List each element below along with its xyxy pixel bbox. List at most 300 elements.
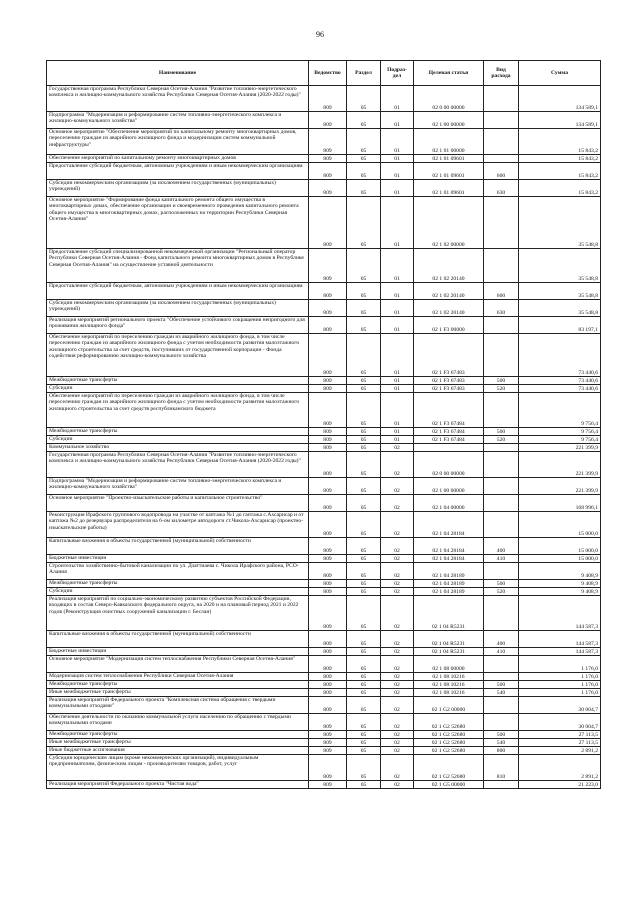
table-cell-name: Межбюджетные трансферты [47,681,309,689]
table-row [47,714,601,731]
table-cell-summa: 221 399,9 [519,444,601,452]
table-cell-vedomstvo: 809 [309,385,347,393]
table-cell-name: Субсидии [47,385,309,393]
table-cell-summa: 9 408,9 [519,588,601,596]
page-number: 96 [316,30,324,39]
table-cell-summa: 35 548,8 [519,197,601,249]
table-cell-celevaya-statya: 02 1 04 R5231 [414,596,484,631]
table-cell-razdel: 05 [347,555,381,563]
table-cell-podrazdel: 01 [381,436,414,444]
table-cell-celevaya-statya: 02 1 08 10216 [414,673,484,681]
table-cell-vedomstvo: 809 [309,538,347,555]
table-cell-razdel: 05 [347,596,381,631]
table-cell-razdel: 05 [347,428,381,436]
table-cell-razdel: 05 [347,317,381,334]
table-cell-summa: 134 589,1 [519,112,601,129]
table-cell-summa: 15 843,2 [519,129,601,155]
table-cell-vid-rashoda: 600 [484,163,519,180]
table-cell-summa: 9 756,4 [519,428,601,436]
table-cell-razdel: 05 [347,334,381,377]
table-cell-podrazdel: 01 [381,86,414,112]
table-cell-razdel: 05 [347,681,381,689]
table-cell-vid-rashoda [484,249,519,283]
table-cell-summa: 144 587,3 [519,648,601,656]
table-cell-razdel: 05 [347,580,381,588]
table-cell-celevaya-statya: 02 1 00 00000 [414,112,484,129]
table-cell-celevaya-statya: 02 1 G2 52680 [414,755,484,781]
table-cell-celevaya-statya: 02 1 F3 67484 [414,428,484,436]
table-cell-podrazdel: 02 [381,747,414,755]
table-cell-razdel: 05 [347,155,381,163]
table-cell-razdel: 05 [347,385,381,393]
table-cell-razdel: 05 [347,495,381,512]
table-cell-podrazdel: 02 [381,538,414,555]
table-cell-celevaya-statya: 02 1 02 00000 [414,197,484,249]
table-cell-podrazdel: 02 [381,714,414,731]
table-row [47,495,601,512]
table-cell-vedomstvo: 809 [309,739,347,747]
table-cell-razdel: 05 [347,781,381,789]
table-cell-summa: 2 891,2 [519,747,601,755]
table-cell-vid-rashoda [484,317,519,334]
table-cell-celevaya-statya: 02 1 G2 00000 [414,697,484,714]
table-cell-celevaya-statya: 02 1 04 00000 [414,495,484,512]
table-cell-podrazdel: 01 [381,283,414,300]
table-row [47,300,601,317]
table-cell-razdel: 05 [347,249,381,283]
table-cell-vedomstvo: 809 [309,747,347,755]
table-cell-summa: 15 000,0 [519,555,601,563]
table-cell-name: Капитальные вложения в объекты государственной (муниципальной) собственности [47,538,309,555]
table-cell-summa: 35 548,8 [519,283,601,300]
table-cell-vedomstvo: 809 [309,300,347,317]
table-cell-name: Реализация мероприятий по социально-экономическому развитию субъектов Российской Федерации, входящих в состав Северо-Кавказского федерального округа, на 2020 и на плановый период 2021 и 2022 годов (Реконструкция очистных сооружений канализации г. Беслан) [47,596,309,631]
table-cell-summa: 144 587,3 [519,631,601,648]
table-cell-celevaya-statya: 02 1 04 R5231 [414,631,484,648]
table-cell-name: Бюджетные инвестиции [47,648,309,656]
table-cell-summa: 30 004,7 [519,697,601,714]
table-cell-vid-rashoda [484,334,519,377]
table-cell-celevaya-statya: 02 1 04 28189 [414,588,484,596]
table-cell-celevaya-statya: 02 1 01 09601 [414,155,484,163]
table-cell-razdel: 05 [347,538,381,555]
table-cell-celevaya-statya: 02 1 04 R5231 [414,648,484,656]
table-cell-razdel: 05 [347,393,381,428]
table-cell-razdel: 05 [347,180,381,197]
table-cell-vid-rashoda: 500 [484,731,519,739]
table-cell-celevaya-statya: 02 1 04 28184 [414,512,484,538]
table-cell-vid-rashoda: 410 [484,555,519,563]
table-cell-vid-rashoda [484,452,519,478]
table-cell-name: Строительство хозяйственно-бытовой канализации по ул. Дзаттиаева с. Чикола Ирафского района, РСО-Алания [47,563,309,580]
table-row [47,656,601,673]
table-cell-vid-rashoda: 500 [484,377,519,385]
table-cell-vid-rashoda: 410 [484,648,519,656]
table-cell-vedomstvo: 809 [309,580,347,588]
table-cell-vid-rashoda: 400 [484,538,519,555]
table-cell-podrazdel: 02 [381,596,414,631]
table-cell-vid-rashoda [484,129,519,155]
table-row [47,112,601,129]
table-row [47,512,601,538]
table-cell-razdel: 05 [347,283,381,300]
table-cell-vid-rashoda [484,697,519,714]
table-cell-vid-rashoda [484,656,519,673]
table-cell-vid-rashoda [484,563,519,580]
table-cell-razdel: 05 [347,300,381,317]
table-row [47,478,601,495]
table-cell-vid-rashoda [484,714,519,731]
table-cell-name: Межбюджетные трансферты [47,580,309,588]
table-row [47,631,601,648]
table-cell-vedomstvo: 809 [309,428,347,436]
table-cell-summa: 9 756,4 [519,436,601,444]
table-row [47,129,601,155]
table-row [47,681,601,689]
table-cell-celevaya-statya: 02 1 G2 52680 [414,747,484,755]
table-cell-name: Предоставление субсидий бюджетным, автономным учреждениям и иным некоммерческим организациям [47,283,309,300]
table-cell-vid-rashoda: 520 [484,588,519,596]
table-cell-podrazdel: 01 [381,317,414,334]
table-cell-podrazdel: 02 [381,673,414,681]
table-cell-celevaya-statya [414,444,484,452]
table-row [47,648,601,656]
table-cell-vedomstvo: 809 [309,588,347,596]
table-cell-name: Иные межбюджетные трансферты [47,739,309,747]
table-cell-vid-rashoda: 500 [484,681,519,689]
table-row [47,334,601,377]
table-cell-vedomstvo: 809 [309,714,347,731]
table-cell-name: Субсидии некоммерческим организациям (за исключением государственных (муниципальных) учреждений) [47,300,309,317]
table-row [47,197,601,249]
table-cell-vid-rashoda [484,197,519,249]
table-cell-podrazdel: 01 [381,385,414,393]
table-cell-summa: 9 756,4 [519,393,601,428]
table-cell-summa: 221 399,9 [519,452,601,478]
header-vid-rashoda: Вид расхода [484,61,519,86]
table-cell-razdel: 05 [347,478,381,495]
table-cell-vedomstvo: 809 [309,129,347,155]
table-cell-name: Основное мероприятие "Формирование фонда капитального ремонта общего имущества в многоквартирных домах, обеспечение организации и своевременного проведения капитального ремонта общего имущества в многоквартирных домах, расположенных на территории Республики Северная Осетия-Алания" [47,197,309,249]
table-cell-celevaya-statya: 02 1 04 28189 [414,563,484,580]
table-cell-podrazdel: 02 [381,452,414,478]
table-cell-celevaya-statya: 02 1 F3 00000 [414,317,484,334]
table-cell-summa: 2 891,2 [519,755,601,781]
table-cell-vedomstvo: 809 [309,197,347,249]
table-cell-vedomstvo: 809 [309,596,347,631]
table-cell-podrazdel: 02 [381,781,414,789]
table-cell-razdel: 05 [347,588,381,596]
table-cell-razdel: 05 [347,452,381,478]
table-cell-celevaya-statya: 02 1 08 10216 [414,689,484,697]
table-cell-vid-rashoda [484,86,519,112]
table-cell-celevaya-statya: 02 1 01 09601 [414,180,484,197]
table-cell-vedomstvo: 809 [309,452,347,478]
table-cell-podrazdel: 01 [381,197,414,249]
table-cell-razdel: 05 [347,731,381,739]
table-cell-podrazdel: 02 [381,563,414,580]
table-cell-vid-rashoda: 810 [484,755,519,781]
table-row [47,180,601,197]
table-cell-celevaya-statya: 02 1 G2 52680 [414,731,484,739]
table-cell-name: Государственная программа Республики Северная Осетия-Алания "Развитие топливно-энергетического комплекса и жилищно-коммунального хозяйства Республики Северная Осетия-Алания (2020-2022 годы)" [47,452,309,478]
table-cell-name: Иные бюджетные ассигнования [47,747,309,755]
table-cell-podrazdel: 01 [381,112,414,129]
table-cell-razdel: 05 [347,377,381,385]
table-cell-podrazdel: 02 [381,631,414,648]
table-cell-celevaya-statya: 02 0 00 00000 [414,86,484,112]
table-row [47,588,601,596]
table-cell-celevaya-statya: 02 1 G2 52680 [414,714,484,731]
table-cell-vedomstvo: 809 [309,249,347,283]
table-cell-vedomstvo: 809 [309,512,347,538]
table-cell-razdel: 05 [347,697,381,714]
table-cell-vedomstvo: 809 [309,377,347,385]
table-cell-vid-rashoda: 500 [484,428,519,436]
header-vedomstvo: Ведомство [309,61,347,86]
header-podrazdel: Подраз-дел [381,61,414,86]
table-cell-vedomstvo: 809 [309,648,347,656]
header-name: Наименование [47,61,309,86]
table-cell-razdel: 05 [347,747,381,755]
table-cell-razdel: 05 [347,631,381,648]
table-cell-vid-rashoda: 500 [484,580,519,588]
table-cell-podrazdel: 02 [381,588,414,596]
table-cell-razdel: 05 [347,673,381,681]
table-cell-vedomstvo: 809 [309,563,347,580]
table-row [47,249,601,283]
table-cell-razdel: 05 [347,563,381,580]
table-cell-summa: 15 000,0 [519,512,601,538]
table-cell-razdel: 05 [347,656,381,673]
table-cell-name: Субсидии [47,588,309,596]
table-cell-celevaya-statya: 02 1 02 20140 [414,249,484,283]
table-row [47,393,601,428]
table-cell-vid-rashoda [484,112,519,129]
table-cell-podrazdel: 02 [381,555,414,563]
table-cell-vedomstvo: 809 [309,681,347,689]
table-cell-summa: 1 176,0 [519,656,601,673]
table-cell-vedomstvo: 809 [309,495,347,512]
table-cell-vid-rashoda [484,512,519,538]
table-cell-podrazdel: 02 [381,512,414,538]
table-cell-podrazdel: 01 [381,249,414,283]
table-cell-celevaya-statya: 02 1 01 00000 [414,129,484,155]
table-row [47,747,601,755]
table-cell-podrazdel: 02 [381,495,414,512]
table-row [47,436,601,444]
table-cell-vedomstvo: 809 [309,781,347,789]
table-cell-name: Коммунальное хозяйство [47,444,309,452]
table-cell-summa: 1 176,0 [519,673,601,681]
table-cell-celevaya-statya: 02 1 08 00000 [414,656,484,673]
table-cell-podrazdel: 01 [381,300,414,317]
table-row [47,731,601,739]
table-cell-name: Иные межбюджетные трансферты [47,689,309,697]
table-cell-summa: 35 548,8 [519,249,601,283]
table-cell-vid-rashoda [484,393,519,428]
table-cell-name: Основное мероприятие "Обеспечение мероприятий по капитальному ремонту многоквартирных домов, переселению граждан из аварийного жилищного фонда и модернизации систем коммунальной инфраструктуры" [47,129,309,155]
table-cell-vid-rashoda: 630 [484,300,519,317]
table-cell-summa: 1 176,0 [519,681,601,689]
table-cell-summa: 9 408,9 [519,580,601,588]
table-cell-vedomstvo: 809 [309,478,347,495]
table-cell-podrazdel: 02 [381,755,414,781]
table-cell-razdel: 05 [347,112,381,129]
table-cell-summa: 73 440,6 [519,377,601,385]
table-row [47,673,601,681]
table-cell-summa: 168 996,1 [519,495,601,512]
table-row [47,283,601,300]
table-cell-summa: 27 113,5 [519,739,601,747]
table-cell-summa: 73 440,6 [519,385,601,393]
table-cell-podrazdel: 01 [381,334,414,377]
table-cell-celevaya-statya: 02 1 F3 67483 [414,334,484,377]
table-cell-name: Межбюджетные трансферты [47,428,309,436]
table-cell-name: Основное мероприятие "Проектно-изыскательские работы и капитальное строительство" [47,495,309,512]
table-cell-razdel: 05 [347,129,381,155]
table-cell-name: Обеспечение мероприятий по переселению граждан из аварийного жилищного фонда, в том числе переселению граждан из аварийного жилищного фонда с учетом необходимости развития малоэтажного жилищного строительства за счет средств, поступивших от государственной корпорации - Фонда содействия реформированию жилищно-коммунального хозяйства [47,334,309,377]
table-cell-vedomstvo: 809 [309,656,347,673]
table-cell-celevaya-statya: 02 1 00 00000 [414,478,484,495]
table-cell-razdel: 05 [347,163,381,180]
table-row [47,163,601,180]
table-cell-vid-rashoda [484,495,519,512]
table-cell-summa: 144 587,3 [519,596,601,631]
table-cell-razdel: 05 [347,648,381,656]
table-cell-vedomstvo: 809 [309,731,347,739]
table-cell-razdel: 05 [347,512,381,538]
table-row [47,317,601,334]
budget-table [46,60,601,789]
table-cell-podrazdel: 02 [381,656,414,673]
table-cell-podrazdel: 02 [381,681,414,689]
table-cell-name: Подпрограмма "Модернизация и реформирование систем топливно-энергетического комплекса и жилищно-коммунального хозяйства" [47,112,309,129]
table-cell-celevaya-statya: 02 1 02 20140 [414,300,484,317]
table-cell-celevaya-statya: 02 1 02 20140 [414,283,484,300]
table-cell-name: Реализация мероприятий регионального проекта "Обеспечение устойчивого сокращения непригодного для проживания жилищного фонда" [47,317,309,334]
table-cell-podrazdel: 01 [381,155,414,163]
table-cell-name: Обеспечение деятельности по оказанию коммунальной услуги населению по обращению с твердыми коммунальными отходами [47,714,309,731]
table-cell-celevaya-statya: 02 1 04 28184 [414,538,484,555]
table-cell-name: Реконструкция Ирафского группового водопровода на участке от каптажа №1 до гаптажа с.Ахсарисар и от каптажа №2 до резервуара распределителя на 6-ом километре автодороги ст.Чикола-Ахсарисар (проектно-изыскательские работы) [47,512,309,538]
table-cell-celevaya-statya: 02 0 00 00000 [414,452,484,478]
table-row [47,781,601,789]
table-cell-vedomstvo: 809 [309,444,347,452]
table-cell-summa: 221 399,9 [519,478,601,495]
table-row [47,739,601,747]
table-row [47,697,601,714]
table-cell-vedomstvo: 809 [309,689,347,697]
table-cell-name: Капитальные вложения в объекты государственной (муниципальной) собственности [47,631,309,648]
table-cell-summa: 30 004,7 [519,714,601,731]
header-summa: Сумма [519,61,601,86]
table-cell-name: Субсидии [47,436,309,444]
table-cell-podrazdel: 01 [381,163,414,180]
header-celevaya-statya: Целевая статья [414,61,484,86]
table-row [47,428,601,436]
table-cell-vedomstvo: 809 [309,86,347,112]
table-cell-vedomstvo: 809 [309,155,347,163]
table-cell-vedomstvo: 809 [309,755,347,781]
table-cell-vedomstvo: 809 [309,555,347,563]
table-cell-name: Межбюджетные трансферты [47,731,309,739]
table-cell-vedomstvo: 809 [309,163,347,180]
table-cell-vedomstvo: 809 [309,112,347,129]
table-cell-summa: 21 223,0 [519,781,601,789]
table-cell-celevaya-statya: 02 1 04 28184 [414,555,484,563]
table-cell-summa: 15 843,2 [519,155,601,163]
table-cell-name: Предоставление субсидий бюджетным, автономным учреждениям и иным некоммерческим организациям [47,163,309,180]
table-cell-vid-rashoda: 400 [484,631,519,648]
table-cell-summa: 15 843,2 [519,163,601,180]
table-cell-summa: 83 197,1 [519,317,601,334]
table-cell-razdel: 05 [347,689,381,697]
table-cell-vid-rashoda: 520 [484,436,519,444]
table-cell-celevaya-statya: 02 1 01 09601 [414,163,484,180]
table-cell-razdel: 05 [347,86,381,112]
table-cell-name: Государственная программа Республики Северная Осетия-Алания "Развитие топливно-энергетического комплекса и жилищно-коммунального хозяйства Республики Северная Осетия-Алания (2020-2022 годы)" [47,86,309,112]
table-row [47,444,601,452]
table-cell-razdel: 05 [347,444,381,452]
table-cell-vid-rashoda [484,155,519,163]
table-cell-razdel: 05 [347,714,381,731]
table-cell-summa: 27 113,5 [519,731,601,739]
table-cell-summa: 15 000,0 [519,538,601,555]
table-cell-vid-rashoda [484,673,519,681]
table-cell-podrazdel: 02 [381,689,414,697]
table-cell-vedomstvo: 809 [309,697,347,714]
table-cell-celevaya-statya: 02 1 G5 00000 [414,781,484,789]
table-cell-celevaya-statya: 02 1 08 10216 [414,681,484,689]
table-cell-vid-rashoda: 630 [484,180,519,197]
table-cell-razdel: 05 [347,436,381,444]
table-cell-summa: 15 843,2 [519,180,601,197]
table-cell-vedomstvo: 809 [309,393,347,428]
table-cell-podrazdel: 02 [381,648,414,656]
table-cell-podrazdel: 01 [381,377,414,385]
table-row [47,452,601,478]
table-body [47,86,601,789]
table-cell-vedomstvo: 809 [309,436,347,444]
table-row [47,385,601,393]
table-cell-celevaya-statya: 02 1 F3 67484 [414,393,484,428]
table-row [47,377,601,385]
table-row [47,563,601,580]
table-cell-summa: 9 408,9 [519,563,601,580]
table-cell-vedomstvo: 809 [309,180,347,197]
table-cell-razdel: 05 [347,739,381,747]
table-cell-podrazdel: 01 [381,428,414,436]
table-cell-podrazdel: 02 [381,478,414,495]
table-cell-summa: 73 440,6 [519,334,601,377]
table-cell-vid-rashoda: 540 [484,689,519,697]
table-row [47,538,601,555]
table-cell-razdel: 05 [347,197,381,249]
table-cell-celevaya-statya: 02 1 G2 52680 [414,739,484,747]
table-cell-vedomstvo: 809 [309,631,347,648]
table-cell-vedomstvo: 809 [309,283,347,300]
table-cell-podrazdel: 01 [381,180,414,197]
table-cell-vedomstvo: 809 [309,334,347,377]
table-cell-podrazdel: 02 [381,580,414,588]
table-cell-vid-rashoda: 540 [484,739,519,747]
table-cell-name: Межбюджетные трансферты [47,377,309,385]
table-cell-vedomstvo: 809 [309,673,347,681]
table-cell-name: Обеспечение мероприятий по капитальному ремонту многоквартирных домов [47,155,309,163]
table-row [47,555,601,563]
table-cell-name: Субсидии некоммерческим организациям (за исключением государственных (муниципальных) учреждений) [47,180,309,197]
